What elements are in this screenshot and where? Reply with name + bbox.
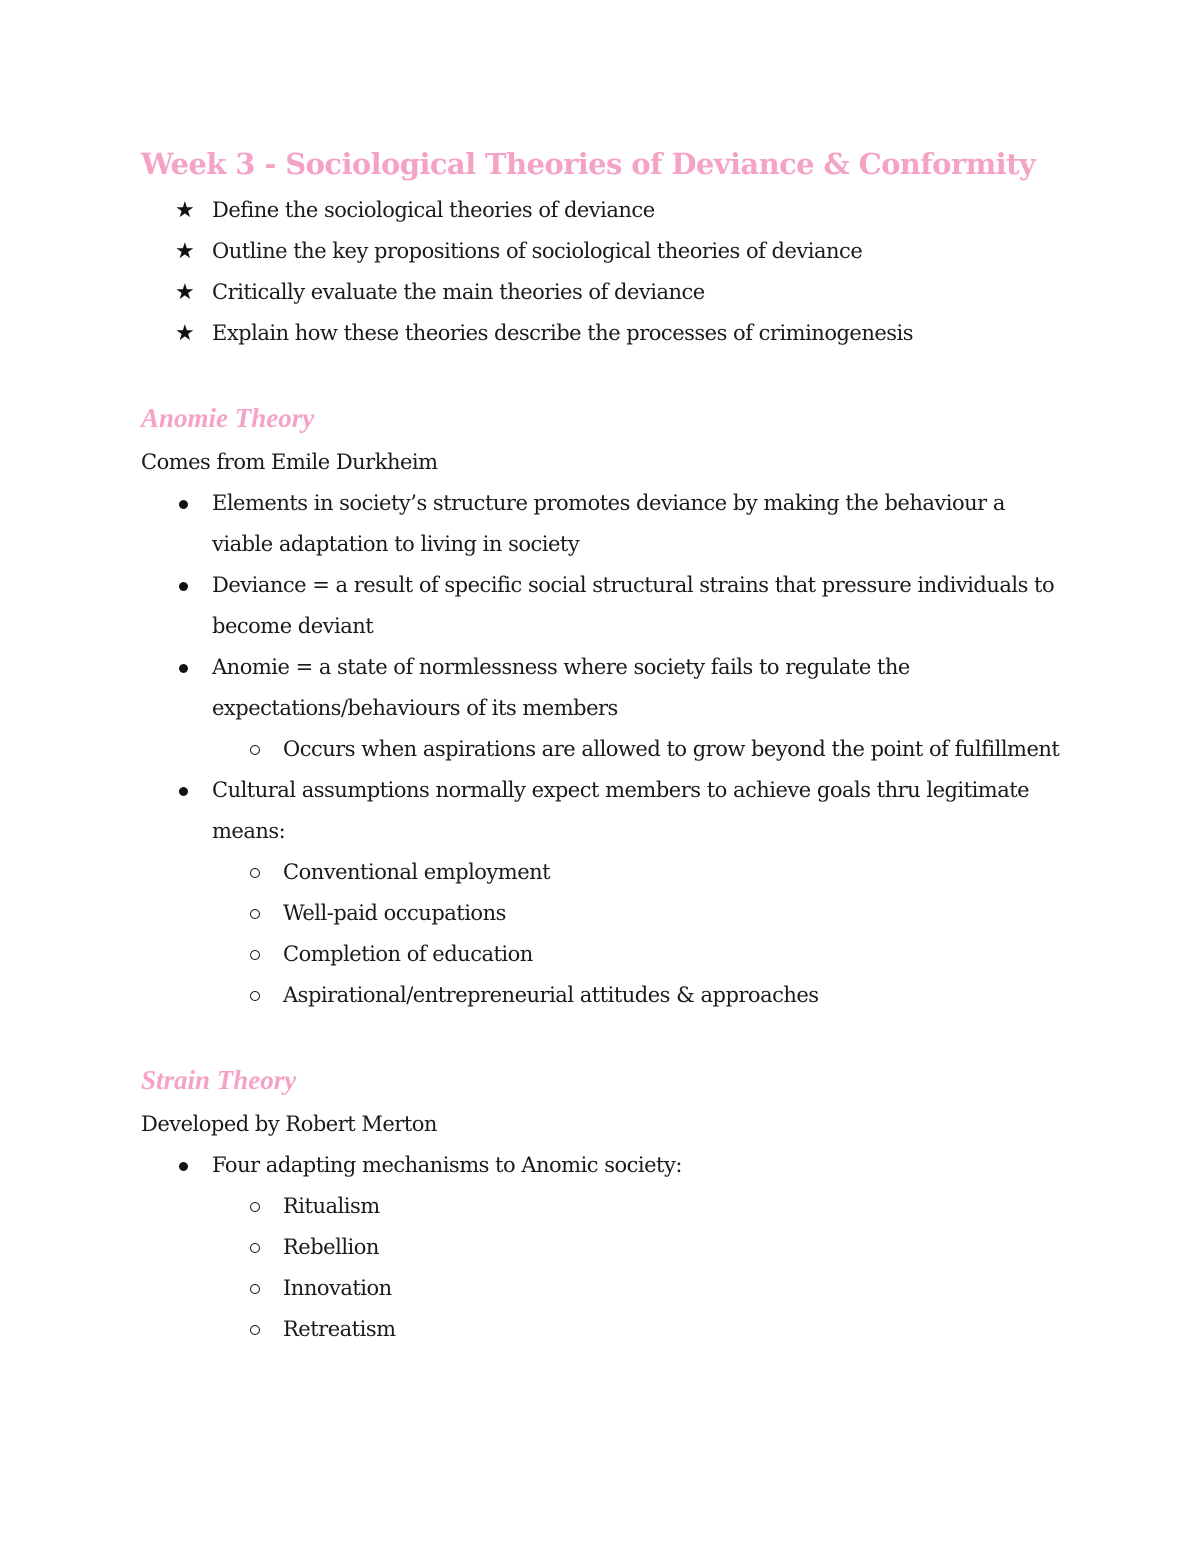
star-icon: ★ bbox=[175, 280, 195, 305]
bullet-circle-icon bbox=[250, 1243, 260, 1253]
list-item bbox=[141, 647, 1061, 770]
bullet-disc-icon bbox=[179, 500, 188, 509]
star-icon: ★ bbox=[175, 321, 195, 346]
objective-text: Critically evaluate the main theories of deviance bbox=[212, 280, 705, 304]
sub-list-item bbox=[141, 1268, 1061, 1309]
sub-list-item-text: Rebellion bbox=[283, 1235, 379, 1259]
bullet-circle-icon bbox=[250, 1284, 260, 1294]
objective-item bbox=[141, 272, 1061, 313]
sub-list-item bbox=[141, 934, 1061, 975]
sub-list-item-text: Ritualism bbox=[283, 1194, 380, 1218]
list-item bbox=[141, 770, 1061, 1016]
page-title: Week 3 - Sociological Theories of Deviance & Conformity bbox=[141, 147, 1036, 181]
anomie-sub-list bbox=[141, 729, 1061, 770]
list-item-text: Elements in society’s structure promotes deviance by making the behaviour a viable adaptation to living in society bbox=[212, 491, 1005, 556]
bullet-circle-icon bbox=[250, 950, 260, 960]
star-icon: ★ bbox=[175, 198, 195, 223]
bullet-disc-icon bbox=[179, 664, 188, 673]
objective-item bbox=[141, 190, 1061, 231]
sub-list-item bbox=[141, 975, 1061, 1016]
sub-list-item-text: Occurs when aspirations are allowed to grow beyond the point of fulfillment bbox=[283, 737, 1060, 761]
list-item-text: Deviance = a result of specific social structural strains that pressure individuals to become deviant bbox=[212, 573, 1055, 638]
bullet-disc-icon bbox=[179, 1162, 188, 1171]
list-item-text: Four adapting mechanisms to Anomic society: bbox=[212, 1153, 682, 1177]
sub-list-item-text: Conventional employment bbox=[283, 860, 551, 884]
star-icon: ★ bbox=[175, 239, 195, 264]
list-item bbox=[141, 483, 1061, 565]
sub-list-item-text: Completion of education bbox=[283, 942, 533, 966]
sub-list-item bbox=[141, 893, 1061, 934]
objective-item bbox=[141, 313, 1061, 354]
list-item-text: Anomie = a state of normlessness where society fails to regulate the expectations/behaviours of its members bbox=[212, 655, 910, 720]
cultural-means-sub-list bbox=[141, 852, 1061, 1016]
list-item bbox=[141, 1145, 1061, 1350]
mechanisms-sub-list bbox=[141, 1186, 1061, 1350]
anomie-heading: Anomie Theory bbox=[141, 403, 315, 433]
bullet-disc-icon bbox=[179, 582, 188, 591]
sub-list-item bbox=[141, 1309, 1061, 1350]
objective-text: Define the sociological theories of deviance bbox=[212, 198, 655, 222]
sub-list-item bbox=[141, 1186, 1061, 1227]
objective-item bbox=[141, 231, 1061, 272]
objectives-list bbox=[141, 190, 1061, 354]
bullet-circle-icon bbox=[250, 909, 260, 919]
bullet-disc-icon bbox=[179, 787, 188, 796]
anomie-bullet-list bbox=[141, 483, 1061, 1016]
list-item bbox=[141, 565, 1061, 647]
bullet-circle-icon bbox=[250, 1325, 260, 1335]
sub-list-item bbox=[141, 1227, 1061, 1268]
anomie-intro: Comes from Emile Durkheim bbox=[141, 450, 438, 474]
bullet-circle-icon bbox=[250, 745, 260, 755]
strain-heading: Strain Theory bbox=[141, 1065, 297, 1095]
sub-list-item bbox=[141, 729, 1061, 770]
objective-text: Explain how these theories describe the processes of criminogenesis bbox=[212, 321, 914, 345]
strain-intro: Developed by Robert Merton bbox=[141, 1112, 437, 1136]
bullet-circle-icon bbox=[250, 868, 260, 878]
document-page bbox=[141, 140, 1061, 1350]
strain-bullet-list bbox=[141, 1145, 1061, 1350]
sub-list-item bbox=[141, 852, 1061, 893]
sub-list-item-text: Retreatism bbox=[283, 1317, 396, 1341]
sub-list-item-text: Innovation bbox=[283, 1276, 392, 1300]
bullet-circle-icon bbox=[250, 991, 260, 1001]
sub-list-item-text: Aspirational/entrepreneurial attitudes & approaches bbox=[283, 983, 819, 1007]
list-item-text: Cultural assumptions normally expect members to achieve goals thru legitimate means: bbox=[212, 778, 1030, 843]
objective-text: Outline the key propositions of sociological theories of deviance bbox=[212, 239, 863, 263]
sub-list-item-text: Well-paid occupations bbox=[283, 901, 506, 925]
bullet-circle-icon bbox=[250, 1202, 260, 1212]
